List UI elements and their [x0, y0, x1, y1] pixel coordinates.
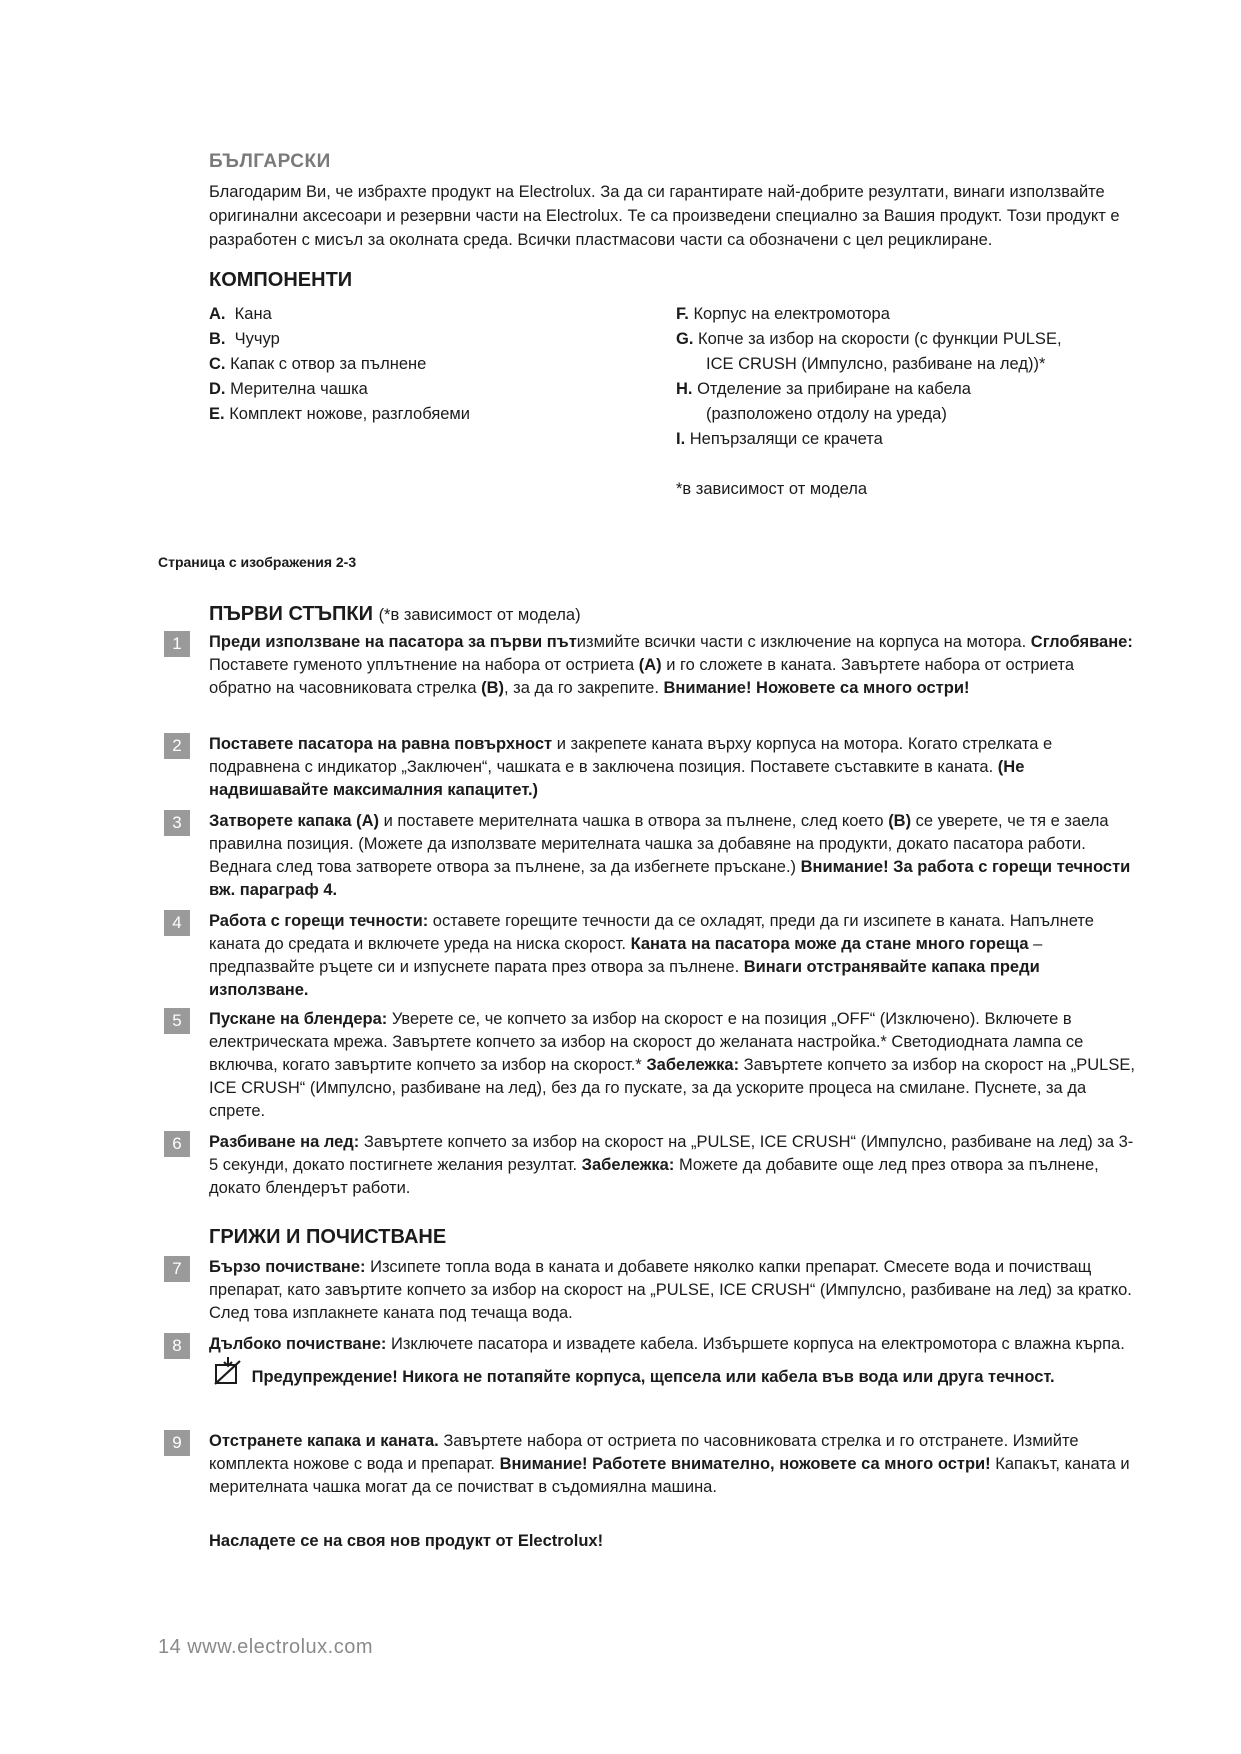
- step-number-badge: 3: [164, 810, 190, 836]
- step-4-text: Работа с горещи течности: оставете горещите течности да се охладят, преди да ги изсипете в каната. Напълнете каната до средата и включете уреда на ниска скорост. Каната на пасатора може да стане много гореща – предпазвайте ръцете си и изпуснете парата през отвора за пълнене. Винаги отстранявайте капака преди използване.: [209, 912, 1094, 999]
- care-heading: ГРИЖИ И ПОЧИСТВАНЕ: [209, 1226, 447, 1248]
- step-number-badge: 2: [164, 733, 190, 759]
- component-item: B. Чучур: [209, 330, 280, 348]
- component-item: A. Кана: [209, 305, 272, 323]
- component-item: E. Комплект ножове, разглобяеми: [209, 405, 470, 423]
- first-steps-subtitle: (*в зависимост от модела): [378, 606, 581, 624]
- step-number-badge: 1: [164, 631, 190, 657]
- step-7-text: Бързо почистване: Изсипете топла вода в каната и добавете няколко капки препарат. Смесете вода и почистващ препарат, като завъртите копчето за избор на скорост на „PULSE, ICE CRUSH“ (Импулсно, разбиване на лед) за кратко. След това изплакнете каната под течаща вода.: [209, 1258, 1132, 1322]
- step-number-badge: 8: [164, 1333, 190, 1359]
- component-item: C. Капак с отвор за пълнене: [209, 355, 427, 373]
- step-8-text: Дълбоко почистване: Изключете пасатора и извадете кабела. Избършете корпуса на електромотора с влажна кърпа. Предупреждение! Никога не потапяйте корпуса, щепсела или кабела във вода или друга течност.: [209, 1335, 1125, 1386]
- step-number-badge: 4: [164, 910, 190, 936]
- component-item-continuation: (разположено отдолу на уреда): [706, 405, 947, 423]
- step-number-badge: 9: [164, 1430, 190, 1456]
- page-reference: Страница с изображения 2-3: [158, 554, 357, 570]
- first-steps-heading: ПЪРВИ СТЪПКИ (*в зависимост от модела): [209, 603, 581, 625]
- step-5-text: Пускане на блендера: Уверете се, че копчето за избор на скорост е на позиция „OFF“ (Изключено). Включете в електрическата мрежа. Завъртете копчето за избор на скорост до желаната настройка.* Светодиодната лампа се включва, когато завъртите копчето за избор на скорост.* Забележка: Завъртете копчето за избор на скорост на „PULSE, ICE CRUSH“ (Импулсно, разбиване на лед), без да го пускате, за да ускорите процеса на смилане. Пуснете, за да спрете.: [209, 1010, 1135, 1120]
- component-item: H. Отделение за прибиране на кабела: [676, 380, 971, 398]
- step-number-badge: 5: [164, 1008, 190, 1034]
- intro-paragraph: Благодарим Ви, че избрахте продукт на Electrolux. За да си гарантирате най-добрите резултати, винаги използвайте оригинални аксесоари и резервни части на Electrolux. Те са произведени специално за Вашия продукт. Този продукт е разработен с мисъл за околната среда. Всички пластмасови части са обозначени с цел рециклиране.: [209, 183, 1120, 249]
- component-item: F. Корпус на електромотора: [676, 305, 890, 323]
- component-item: G. Копче за избор на скорости (с функции PULSE,: [676, 330, 1062, 348]
- step-2-text: Поставете пасатора на равна повърхност и закрепете каната върху корпуса на мотора. Когато стрелката е подравнена с индикатор „Заключен“, чашката е в заключена позиция. Поставете съставките в каната. (Не надвишавайте максималния капацитет.): [209, 735, 1053, 799]
- step-6-text: Разбиване на лед: Завъртете копчето за избор на скорост на „PULSE, ICE CRUSH“ (Импулсно, разбиване на лед) за 3-5 секунди, докато постигнете желания резултат. Забележка: Можете да добавите още лед през отвора за пълнене, докато блендерът работи.: [209, 1133, 1134, 1197]
- step-9-text: Отстранете капака и каната. Завъртете набора от остриета по часовниковата стрелка и го отстранете. Измийте комплекта ножове с вода и препарат. Внимание! Работете внимателно, ножовете са много остри! Капакът, каната и мерителната чашка могат да се почистват в съдомиялна машина.: [209, 1432, 1130, 1496]
- components-heading: КОМПОНЕНТИ: [209, 269, 353, 291]
- closing-line: Насладете се на своя нов продукт от Electrolux!: [209, 1532, 604, 1550]
- step-3-text: Затворете капака (A) и поставете мерителната чашка в отвора за пълнене, след което (B) се уверете, че тя е заела правилна позиция. (Можете да използвате мерителната чашка за добавяне на продукти, докато пасатора работи. Веднага след това затворете отвора за пълнене, за да избегнете пръскане.) Внимание! За работа с горещи течности вж. параграф 4.: [209, 812, 1131, 899]
- step-1-text: Преди използване на пасатора за първи пътизмийте всички части с изключение на корпуса на мотора. Сглобяване: Поставете гуменото уплътнение на набора от остриета (A) и го сложете в каната. Завъртете набора от остриета обратно на часовниковата стрелка (B), за да го закрепите. Внимание! Ножовете са много остри!: [209, 633, 1133, 697]
- step-number-badge: 7: [164, 1256, 190, 1282]
- no-immerse-icon: [213, 1356, 243, 1386]
- components-list-right: [676, 305, 1062, 455]
- language-heading: БЪЛГАРСКИ: [209, 151, 331, 172]
- model-note: *в зависимост от модела: [676, 480, 868, 498]
- page-footer: 14 www.electrolux.com: [158, 1636, 374, 1658]
- components-list-left: [209, 305, 470, 430]
- component-item: D. Мерителна чашка: [209, 380, 368, 398]
- component-item: I. Непързалящи се крачета: [676, 430, 883, 448]
- step-number-badge: 6: [164, 1131, 190, 1157]
- component-item-continuation: ICE CRUSH (Импулсно, разбиване на лед))*: [706, 355, 1046, 373]
